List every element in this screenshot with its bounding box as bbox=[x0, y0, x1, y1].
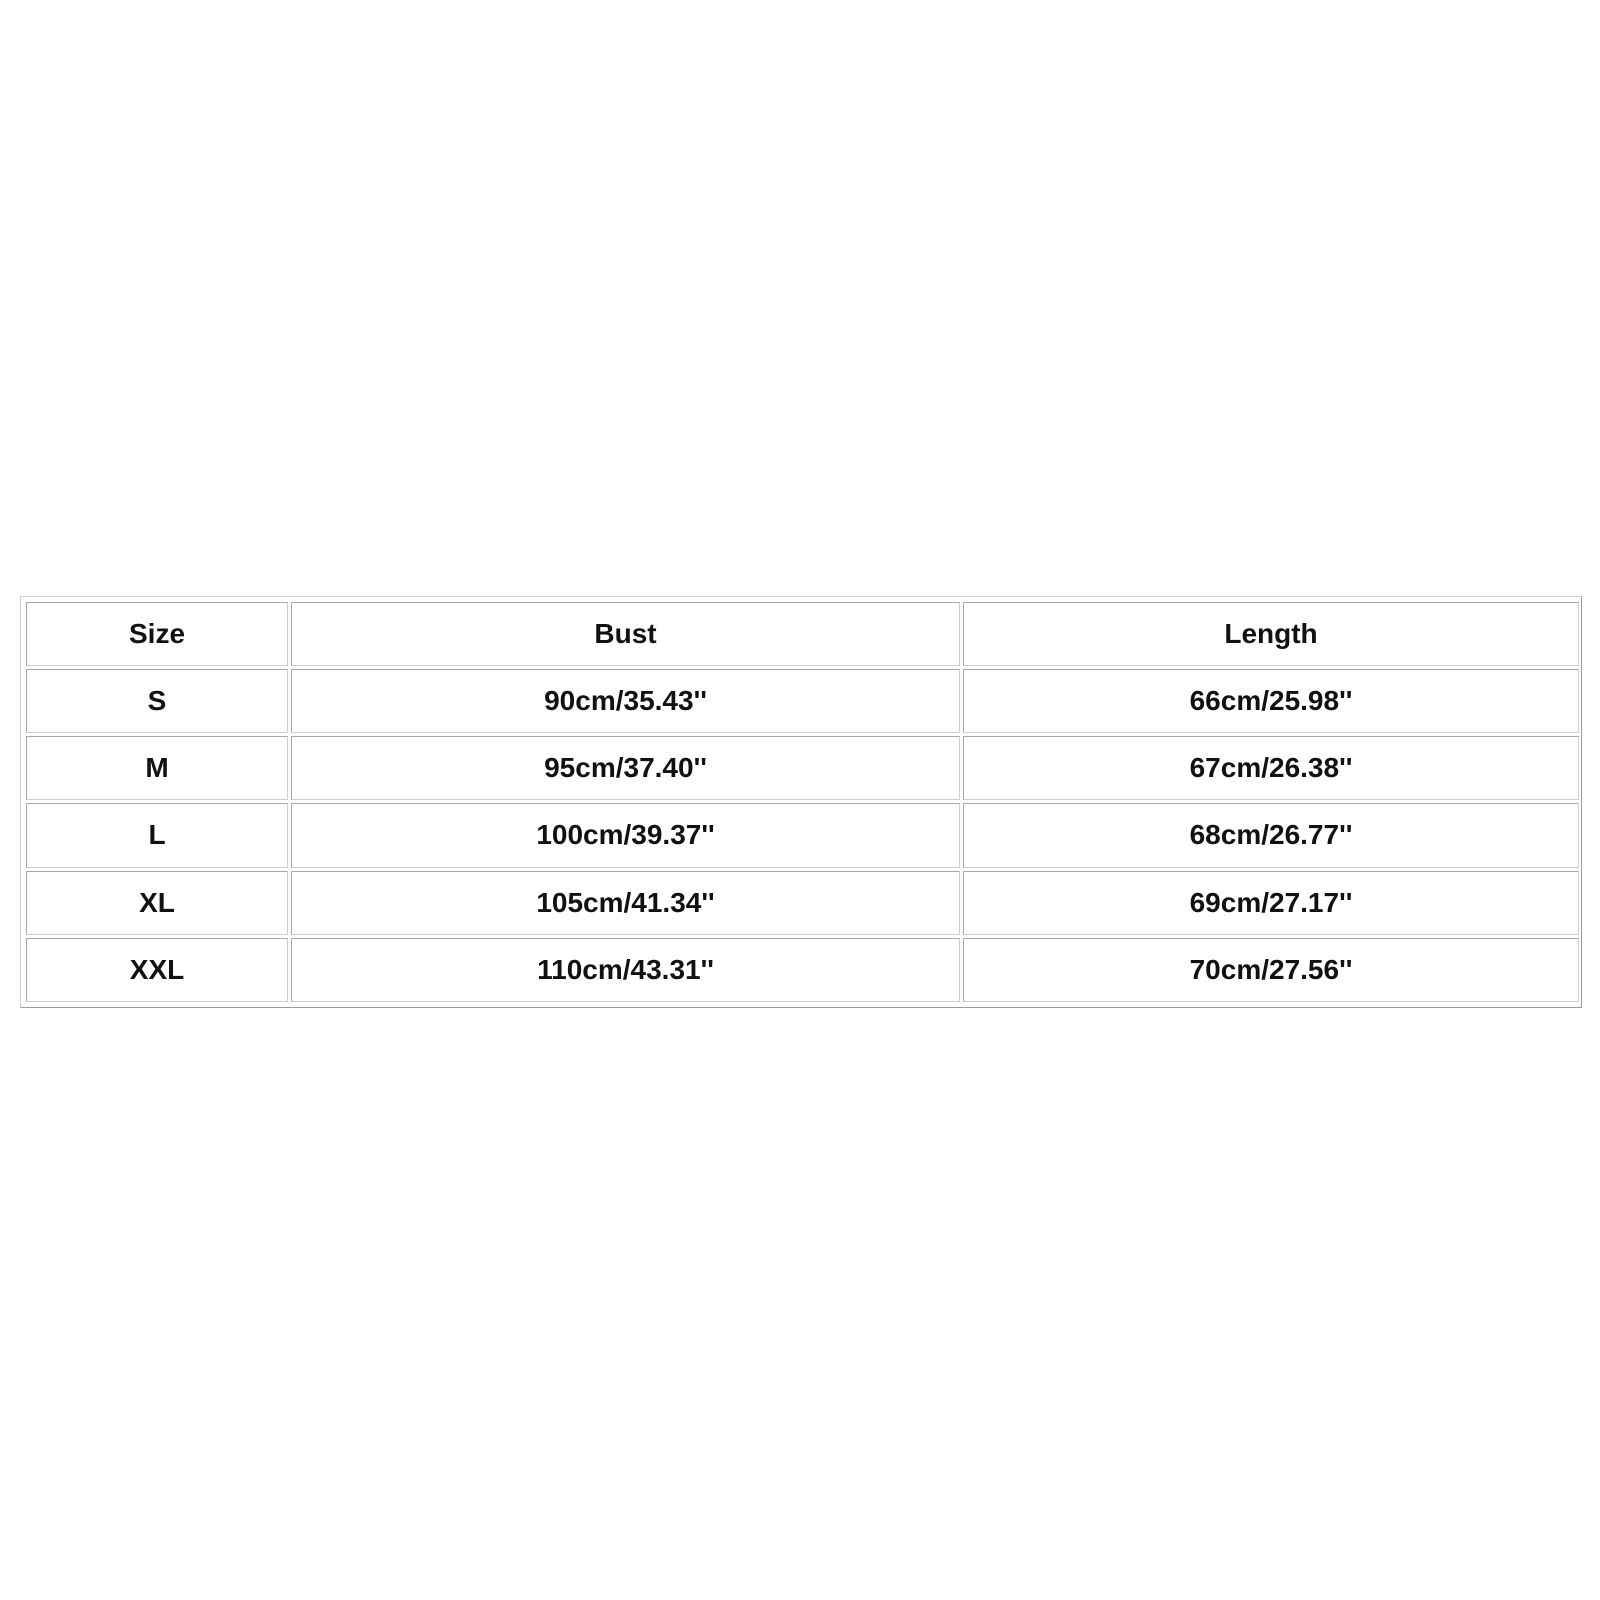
cell-length: 66cm/25.98'' bbox=[963, 669, 1579, 733]
table-row bbox=[26, 669, 1579, 733]
header-bust: Bust bbox=[291, 602, 960, 666]
cell-bust: 90cm/35.43'' bbox=[291, 669, 960, 733]
size-table bbox=[23, 599, 1582, 1005]
cell-size: L bbox=[26, 803, 288, 867]
cell-bust: 100cm/39.37'' bbox=[291, 803, 960, 867]
table-row bbox=[26, 938, 1579, 1002]
header-size: Size bbox=[26, 602, 288, 666]
cell-size: XXL bbox=[26, 938, 288, 1002]
cell-length: 69cm/27.17'' bbox=[963, 871, 1579, 935]
header-row bbox=[26, 602, 1579, 666]
cell-length: 70cm/27.56'' bbox=[963, 938, 1579, 1002]
header-length: Length bbox=[963, 602, 1579, 666]
cell-bust: 95cm/37.40'' bbox=[291, 736, 960, 800]
cell-size: S bbox=[26, 669, 288, 733]
cell-bust: 110cm/43.31'' bbox=[291, 938, 960, 1002]
cell-size: XL bbox=[26, 871, 288, 935]
size-chart bbox=[20, 596, 1582, 1008]
cell-bust: 105cm/41.34'' bbox=[291, 871, 960, 935]
table-row bbox=[26, 871, 1579, 935]
cell-length: 68cm/26.77'' bbox=[963, 803, 1579, 867]
table-row bbox=[26, 803, 1579, 867]
cell-size: M bbox=[26, 736, 288, 800]
cell-length: 67cm/26.38'' bbox=[963, 736, 1579, 800]
table-row bbox=[26, 736, 1579, 800]
